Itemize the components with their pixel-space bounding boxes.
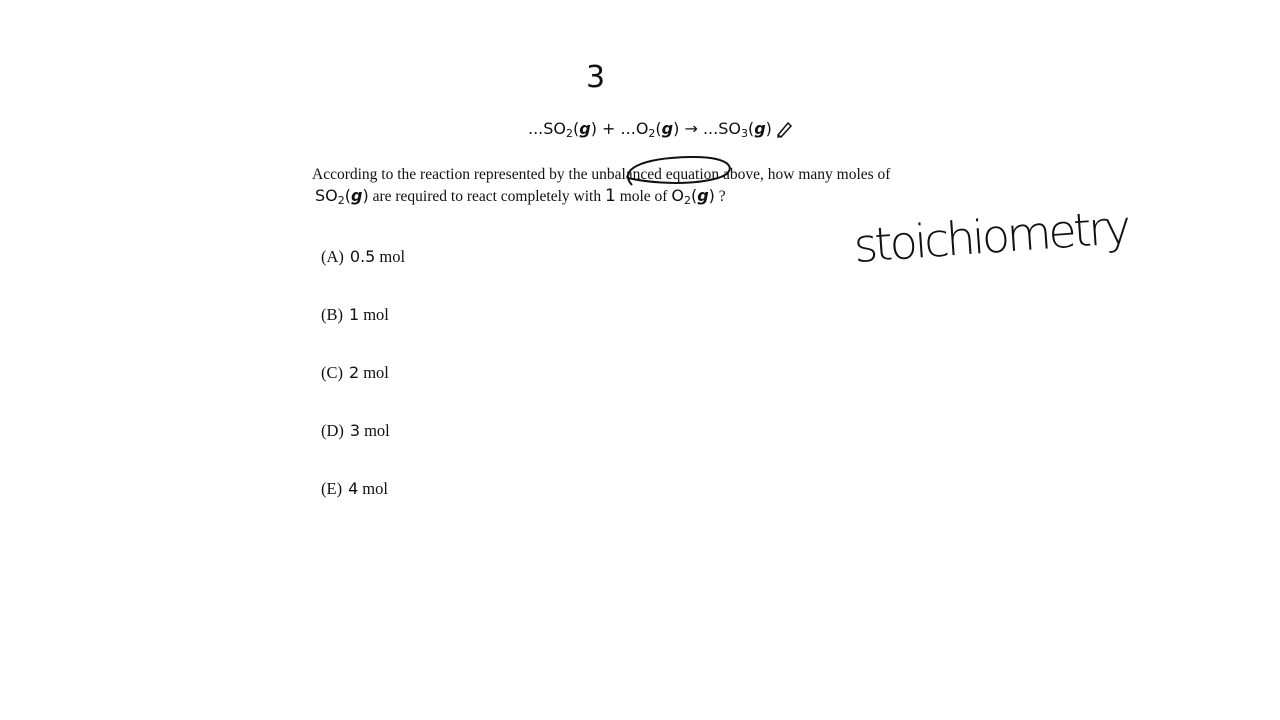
handwritten-stoichiometry: stoichiometry <box>852 199 1134 273</box>
choice-b[interactable] <box>321 305 389 325</box>
species2-formula: O <box>671 186 684 205</box>
question-after: mole of <box>619 188 668 205</box>
choice-a[interactable] <box>321 247 405 267</box>
choice-unit: mol <box>362 479 388 498</box>
reactant2: O <box>635 119 649 138</box>
choice-e[interactable] <box>321 479 388 499</box>
arrow: → <box>684 119 698 138</box>
choice-letter: (E) <box>321 479 343 498</box>
choice-value: 0.5 <box>349 247 376 266</box>
species1: $SO_2(g)$ <box>315 186 369 207</box>
choice-d[interactable] <box>321 421 390 441</box>
question-end: ? <box>718 188 726 205</box>
phase: g <box>697 186 709 205</box>
phase: g <box>661 119 674 138</box>
species2: $O_2(g)$ <box>671 186 715 207</box>
question-number: 3 <box>586 60 606 95</box>
pen-cursor-icon <box>776 121 794 139</box>
choice-c[interactable] <box>321 363 389 383</box>
choice-unit: mol <box>363 305 389 324</box>
chemical-equation: $...SO_2(g) + ...O_2(g) \to ...SO_3(g)$ <box>528 119 794 140</box>
question-mid: are required to react completely with <box>372 188 602 205</box>
coef: ... <box>528 119 544 138</box>
phase: g <box>351 186 363 205</box>
choice-value: 1 <box>349 305 360 324</box>
choice-value: 2 <box>349 363 360 382</box>
phase: g <box>754 119 766 138</box>
sub: 2 <box>648 127 656 140</box>
reactant1: SO <box>543 119 567 138</box>
sub: 3 <box>740 127 748 140</box>
plus: + <box>602 119 616 138</box>
choice-letter: (D) <box>321 421 344 440</box>
choice-letter: (C) <box>321 363 343 382</box>
phase: g <box>579 119 591 138</box>
choice-unit: mol <box>379 247 406 266</box>
question-line-2 <box>312 185 992 211</box>
choice-letter: (B) <box>321 305 343 324</box>
choice-unit: mol <box>364 421 390 440</box>
choice-letter: (A) <box>321 247 344 266</box>
sub: 2 <box>337 194 345 207</box>
sub: 2 <box>566 127 574 140</box>
species1-formula: SO <box>315 186 338 205</box>
question-text <box>312 164 992 211</box>
question-line-1: According to the reaction represented by the unbalanced equation above, how many moles of <box>312 166 891 183</box>
choice-value: 3 <box>349 421 361 440</box>
coef: ... <box>702 119 719 138</box>
coef: ... <box>620 119 636 138</box>
amount: 1 <box>604 186 616 206</box>
choice-unit: mol <box>363 363 389 382</box>
product: SO <box>718 119 741 138</box>
choice-value: 4 <box>348 479 359 498</box>
sub: 2 <box>683 194 691 207</box>
